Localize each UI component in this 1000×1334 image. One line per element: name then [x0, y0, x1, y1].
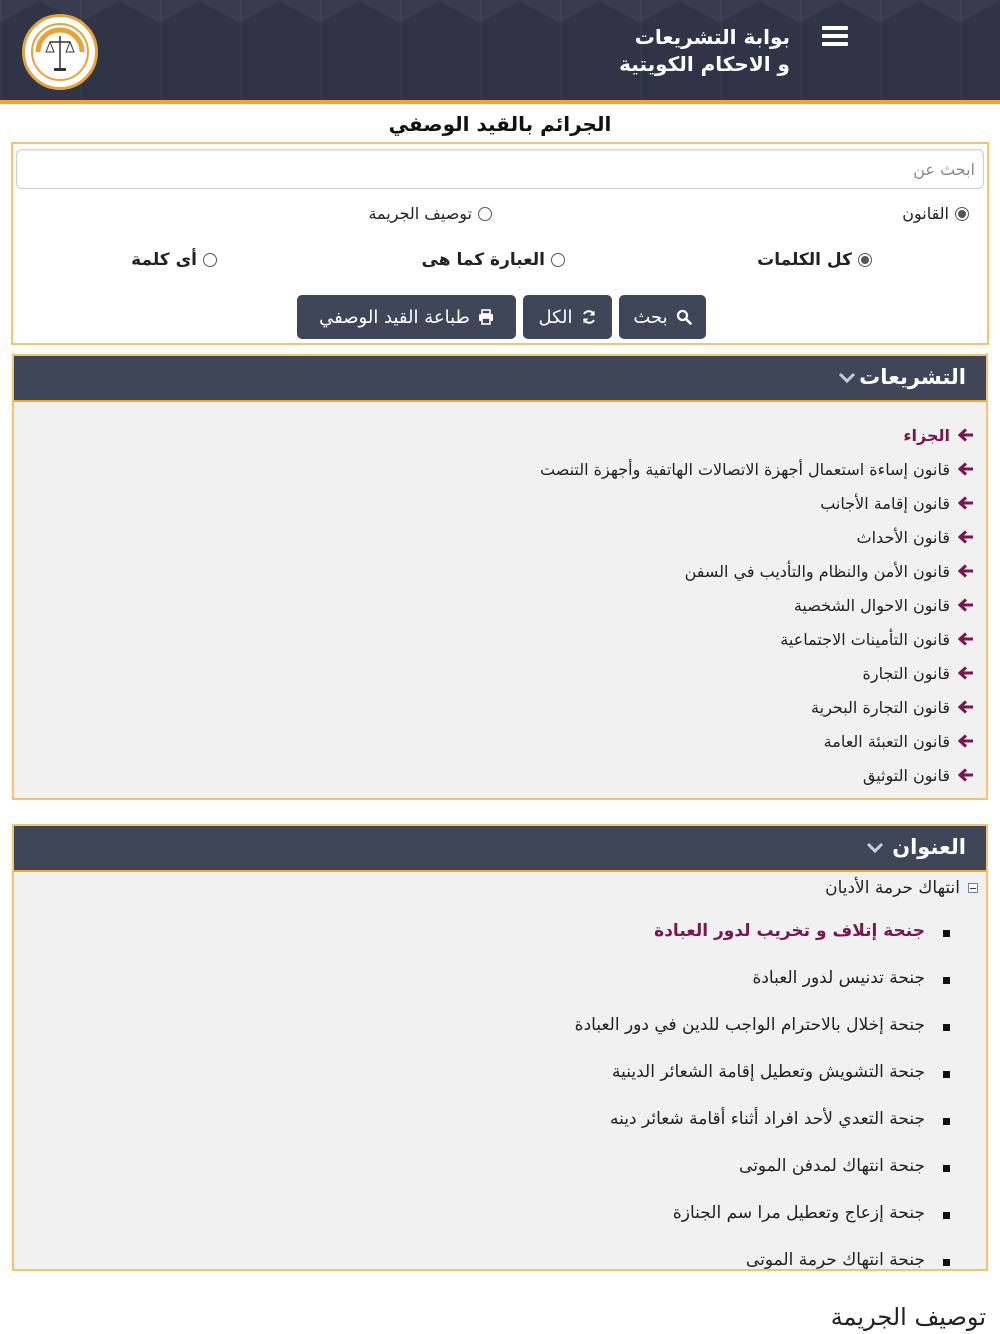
- law-item[interactable]: قانون الأحداث: [540, 520, 974, 554]
- arrow-left-icon: [958, 598, 974, 612]
- law-item[interactable]: قانون الاحوال الشخصية: [540, 588, 974, 622]
- chevron-down-icon: [838, 372, 856, 384]
- law-item[interactable]: قانون التجارة البحرية: [540, 690, 974, 724]
- title-panel-title: العنوان: [892, 835, 966, 859]
- bullet-icon: [943, 1071, 950, 1078]
- match-radio-any-word-label: أى كلمة: [131, 250, 197, 270]
- arrow-left-icon: [958, 700, 974, 714]
- search-icon: [676, 309, 692, 325]
- search-button-label: بحث: [633, 306, 668, 328]
- match-radio-all-words-label: كل الكلمات: [757, 250, 852, 270]
- scope-radio-law-label: القانون: [902, 204, 949, 223]
- tree-root-label: انتهاك حرمة الأديان: [825, 878, 960, 898]
- radio-selected-icon: [858, 253, 872, 267]
- law-item[interactable]: قانون التعبئة العامة: [540, 724, 974, 758]
- title-panel-header[interactable]: [14, 826, 986, 872]
- match-radio-exact-phrase-label: العبارة كما هى: [421, 250, 545, 270]
- crime-list: [575, 921, 950, 1271]
- arrow-left-icon: [958, 632, 974, 646]
- radio-empty-icon: [551, 253, 565, 267]
- law-item[interactable]: قانون التجارة: [540, 656, 974, 690]
- crime-item[interactable]: جنحة إتلاف و تخريب لدور العبادة: [575, 921, 950, 968]
- law-item[interactable]: قانون التأمينات الاجتماعية: [540, 622, 974, 656]
- search-button[interactable]: [619, 295, 706, 339]
- crime-item[interactable]: جنحة التعدي لأحد افراد أثناء أقامة شعائر دينه: [575, 1109, 950, 1156]
- legislation-panel-header[interactable]: [14, 356, 986, 402]
- crime-item[interactable]: جنحة تدنيس لدور العبادة: [575, 968, 950, 1015]
- crime-item[interactable]: جنحة التشويش وتعطيل إقامة الشعائر الدينية: [575, 1062, 950, 1109]
- bullet-icon: [943, 1212, 950, 1219]
- show-all-button[interactable]: [523, 295, 612, 339]
- crime-item[interactable]: جنحة انتهاك حرمة الموتى: [575, 1250, 950, 1271]
- arrow-left-icon: [958, 564, 974, 578]
- scales-logo-icon: [30, 22, 90, 82]
- page-title: الجرائم بالقيد الوصفي: [388, 112, 612, 136]
- refresh-icon: [581, 309, 597, 325]
- arrow-left-icon: [958, 666, 974, 680]
- bullet-icon: [943, 977, 950, 984]
- radio-empty-icon: [478, 207, 492, 221]
- match-radio-any-word[interactable]: [131, 250, 217, 270]
- show-all-button-label: الكل: [538, 306, 573, 328]
- arrow-left-icon: [958, 768, 974, 782]
- tree-root-node[interactable]: [825, 878, 978, 898]
- legislation-panel-title: التشريعات: [859, 365, 966, 389]
- legislation-list: [540, 418, 974, 792]
- site-logo[interactable]: [22, 14, 98, 90]
- radio-selected-icon: [955, 207, 969, 221]
- law-item[interactable]: قانون التوثيق: [540, 758, 974, 792]
- match-radio-exact-phrase[interactable]: [422, 250, 565, 270]
- scope-radio-crime-label: توصيف الجريمة: [368, 204, 472, 223]
- law-item[interactable]: قانون إقامة الأجانب: [540, 486, 974, 520]
- crime-item[interactable]: جنحة انتهاك لمدفن الموتى: [575, 1156, 950, 1203]
- site-title-line2: و الاحكام الكويتية: [619, 52, 790, 76]
- scope-radio-crime[interactable]: [368, 204, 492, 223]
- crime-item[interactable]: جنحة إخلال بالاحترام الواجب للدين في دور العبادة: [575, 1015, 950, 1062]
- menu-hamburger-icon[interactable]: [822, 26, 848, 46]
- arrow-left-icon: [958, 734, 974, 748]
- print-button[interactable]: [297, 295, 516, 339]
- arrow-left-icon: [958, 530, 974, 544]
- law-item[interactable]: قانون إساءة استعمال أجهزة الاتصالات الهاتفية وأجهزة التنصت: [540, 452, 974, 486]
- arrow-left-icon: [958, 428, 974, 442]
- site-title-line1: بوابة التشريعات: [634, 25, 790, 49]
- print-button-label: طباعة القيد الوصفي: [319, 306, 470, 328]
- arrow-left-icon: [958, 462, 974, 476]
- bullet-icon: [943, 930, 950, 937]
- title-panel: [12, 824, 988, 1271]
- site-header: [0, 0, 1000, 104]
- chevron-down-icon: [866, 842, 884, 854]
- search-input[interactable]: [16, 149, 984, 189]
- radio-empty-icon: [203, 253, 217, 267]
- law-item[interactable]: الجزاء: [540, 418, 974, 452]
- crime-item[interactable]: جنحة إزعاج وتعطيل مرا سم الجنازة: [575, 1203, 950, 1250]
- collapse-icon[interactable]: [968, 883, 978, 893]
- bullet-icon: [943, 1024, 950, 1031]
- bullet-icon: [943, 1118, 950, 1125]
- scope-radio-law[interactable]: [902, 204, 969, 223]
- site-title[interactable]: [619, 24, 790, 78]
- bullet-icon: [943, 1259, 950, 1266]
- arrow-left-icon: [958, 496, 974, 510]
- search-panel: [11, 142, 989, 345]
- match-radio-all-words[interactable]: [757, 250, 872, 270]
- legislation-panel: [12, 354, 988, 800]
- bullet-icon: [943, 1165, 950, 1172]
- printer-icon: [478, 309, 494, 325]
- crime-description-heading: توصيف الجريمة: [830, 1303, 986, 1331]
- law-item[interactable]: قانون الأمن والنظام والتأديب في السفن: [540, 554, 974, 588]
